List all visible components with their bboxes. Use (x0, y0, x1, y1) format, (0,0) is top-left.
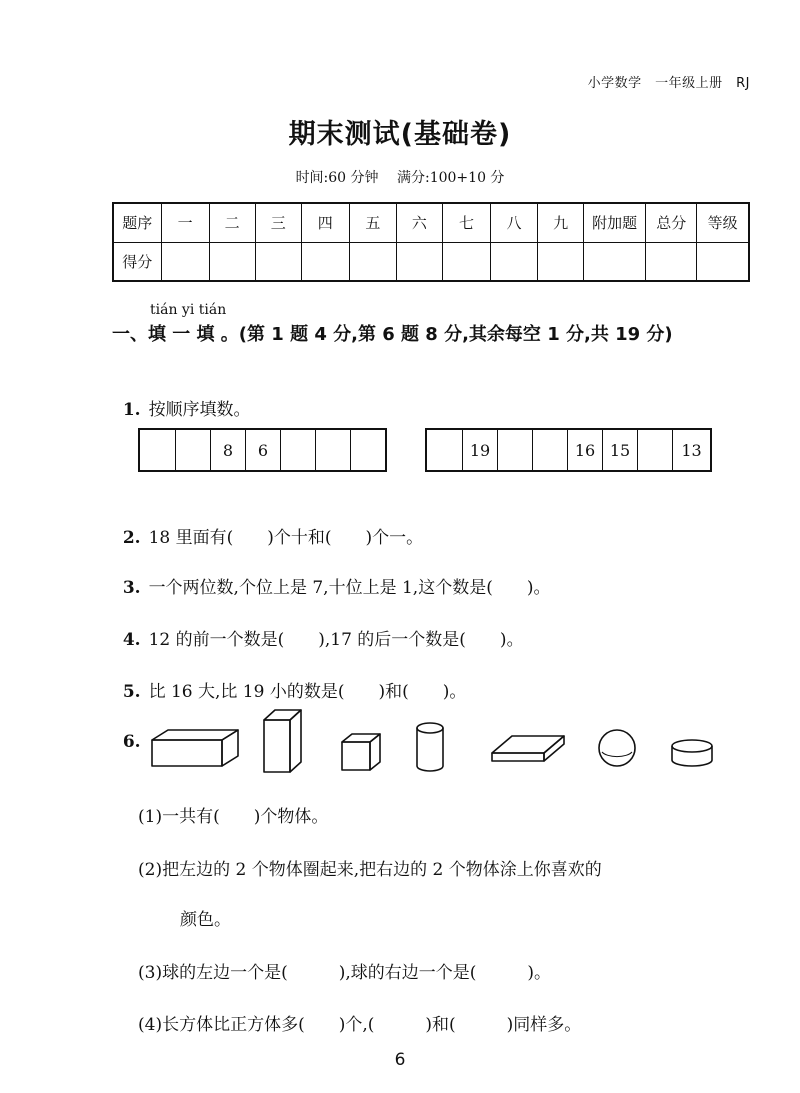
cuboid-flat-shape (152, 730, 238, 766)
question-number: 5. (122, 682, 141, 702)
question-text: 比 16 大,比 19 小的数是( )和( )。 (148, 682, 467, 702)
column-header: 八 (491, 203, 538, 242)
book-tag: 小学数学 一年级上册 RJ (587, 76, 750, 91)
sequence-cell (532, 430, 567, 470)
question-2 (112, 503, 423, 548)
score-cell (538, 242, 584, 281)
sequence-cell: 13 (672, 430, 710, 470)
question-3 (112, 553, 550, 598)
score-cell (646, 242, 697, 281)
section-pinyin: tián yi tián (150, 302, 227, 318)
score-header-row (113, 203, 749, 242)
question-6-part-3: (3)球的左边一个是( ),球的右边一个是( )。 (138, 963, 552, 983)
sphere-shape (599, 730, 635, 766)
question-text: 18 里面有( )个十和( )个一。 (148, 528, 424, 548)
question-text: 12 的前一个数是( ),17 的后一个数是( )。 (148, 630, 524, 650)
column-header: 三 (255, 203, 301, 242)
score-cell (697, 242, 749, 281)
question-6-part-2-cont: 颜色。 (180, 910, 231, 930)
question-text: 一个两位数,个位上是 7,十位上是 1,这个数是( )。 (148, 578, 551, 598)
column-header: 二 (209, 203, 255, 242)
sequence-cell: 6 (245, 430, 280, 470)
sequence-cell (280, 430, 315, 470)
score-cell (209, 242, 255, 281)
score-cell (255, 242, 301, 281)
sequence-cell (427, 430, 462, 470)
sequence-cell: 19 (462, 430, 497, 470)
solid-shapes-figure (140, 700, 740, 780)
question-6-part-1: (1)一共有( )个物体。 (138, 807, 329, 827)
sequence-cell: 15 (602, 430, 637, 470)
cube-shape (342, 734, 380, 770)
sequence-cell: 16 (567, 430, 602, 470)
sequence-cell (175, 430, 210, 470)
score-cell (349, 242, 396, 281)
score-cell (396, 242, 442, 281)
question-number: 4. (122, 630, 141, 650)
column-header: 一 (161, 203, 209, 242)
score-table (112, 202, 750, 282)
question-6-part-4: (4)长方体比正方体多( )个,( )和( )同样多。 (138, 1015, 582, 1035)
score-cell (491, 242, 538, 281)
cuboid-tall-shape (264, 710, 301, 772)
column-header: 七 (442, 203, 490, 242)
question-number: 2. (122, 528, 141, 548)
row-label: 得分 (113, 242, 161, 281)
row-label: 题序 (113, 203, 161, 242)
score-cell (584, 242, 646, 281)
question-number: 3. (122, 578, 141, 598)
column-header: 附加题 (584, 203, 646, 242)
page-title: 期末测试(基础卷) (288, 119, 512, 150)
sequence-cell (140, 430, 175, 470)
test-info: 时间:60 分钟 满分:100+10 分 (295, 170, 505, 186)
question-5 (112, 657, 466, 702)
question-1 (112, 375, 251, 420)
sequence-cell (350, 430, 385, 470)
score-value-row (113, 242, 749, 281)
column-header: 五 (349, 203, 396, 242)
sequence-cell (497, 430, 532, 470)
score-cell (301, 242, 349, 281)
short-cylinder-shape (672, 740, 712, 766)
question-6-part-2: (2)把左边的 2 个物体圈起来,把右边的 2 个物体涂上你喜欢的 (138, 860, 602, 880)
sequence-cell (637, 430, 672, 470)
score-cell (161, 242, 209, 281)
section-title: 一、填 一 填 。(第 1 题 4 分,第 6 题 8 分,其余每空 1 分,共 19 分) (112, 324, 673, 345)
flat-cuboid-plate-shape (492, 736, 564, 761)
sequence-cell: 8 (210, 430, 245, 470)
cylinder-shape (417, 723, 443, 771)
number-sequence-2 (425, 428, 712, 472)
column-header: 九 (538, 203, 584, 242)
question-number: 1. (122, 400, 141, 420)
column-header: 总分 (646, 203, 697, 242)
score-cell (442, 242, 490, 281)
column-header: 等级 (697, 203, 749, 242)
page-number: 6 (394, 1050, 406, 1070)
question-text: 按顺序填数。 (148, 400, 251, 420)
question-4 (112, 605, 524, 650)
column-header: 六 (396, 203, 442, 242)
question-number: 6. (122, 732, 141, 752)
number-sequence-1 (138, 428, 387, 472)
sequence-cell (315, 430, 350, 470)
column-header: 四 (301, 203, 349, 242)
